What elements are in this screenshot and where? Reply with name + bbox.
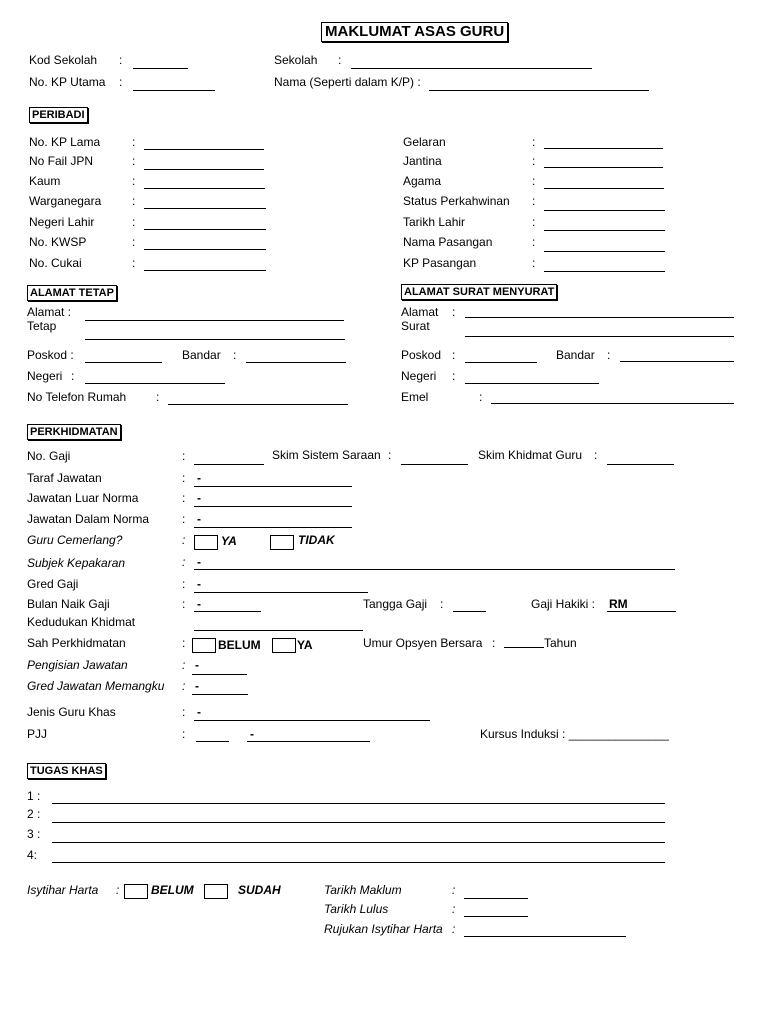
colon: : — [607, 348, 611, 362]
colon: : — [594, 448, 598, 462]
colon: : — [532, 256, 536, 270]
colon: : — [532, 174, 536, 188]
dash: - — [250, 727, 254, 741]
kp-utama-label: No. KP Utama — [29, 75, 106, 89]
colon: : — [182, 471, 186, 485]
colon: : — [233, 348, 237, 362]
alamat-label: Surat — [401, 319, 430, 333]
harta-sudah-label: SUDAH — [238, 883, 281, 897]
kp-utama-field[interactable] — [133, 90, 215, 91]
tarikh-lahir-field[interactable] — [544, 230, 665, 231]
field-label: No. KWSP — [29, 235, 87, 249]
field-label: KP Pasangan — [403, 256, 477, 270]
umur-opsyen-label: Umur Opsyen Bersara — [363, 636, 483, 650]
kp-pasangan-field[interactable] — [544, 271, 665, 272]
dash: - — [197, 577, 201, 591]
colon: : — [182, 597, 186, 611]
colon: : — [132, 154, 136, 168]
colon: : — [182, 658, 186, 672]
no-gaji-field[interactable] — [194, 464, 264, 465]
pjj-field-1[interactable] — [196, 741, 229, 742]
skim-saraan-field[interactable] — [401, 464, 468, 465]
kursus-induksi-label: Kursus Induksi : _______________ — [480, 727, 669, 741]
tarikh-lulus-label: Tarikh Lulus — [324, 902, 389, 916]
bulan-naik-field[interactable] — [194, 611, 261, 612]
alamat-label: Alamat : — [27, 305, 72, 319]
negeri-surat-field[interactable] — [465, 383, 599, 384]
gelaran-field[interactable] — [544, 148, 663, 149]
colon: : — [182, 491, 186, 505]
dash: - — [197, 705, 201, 719]
poskod-tetap-field[interactable] — [85, 362, 162, 363]
colon: : — [182, 449, 186, 463]
jenis-guru-field[interactable] — [194, 720, 430, 721]
taraf-label: Taraf Jawatan — [27, 471, 102, 485]
colon: : — [479, 390, 483, 404]
luar-norma-field[interactable] — [194, 506, 352, 507]
field-label: Warganegara — [29, 194, 102, 208]
colon: : — [182, 705, 186, 719]
harta-belum-checkbox[interactable] — [124, 884, 148, 899]
negeri-lahir-field[interactable] — [144, 229, 266, 230]
kedudukan-field[interactable] — [194, 630, 363, 631]
sekolah-field[interactable] — [351, 68, 592, 69]
tangga-gaji-field[interactable] — [453, 611, 486, 612]
rujukan-label: Rujukan Isytihar Harta — [324, 922, 443, 936]
gaji-hakiki-field[interactable] — [607, 611, 676, 612]
warganegara-field[interactable] — [144, 208, 266, 209]
poskod-label: Poskod : — [27, 348, 74, 362]
luar-norma-label: Jawatan Luar Norma — [27, 491, 139, 505]
kod-sekolah-label: Kod Sekolah — [29, 53, 98, 67]
colon: : — [182, 533, 186, 547]
dash: - — [197, 555, 201, 569]
colon: : — [532, 235, 536, 249]
colon: : — [388, 448, 392, 462]
colon: : — [132, 135, 136, 149]
dash: - — [197, 512, 201, 526]
peribadi-header: PERIBADI — [29, 107, 88, 123]
gred-gaji-field[interactable] — [194, 592, 368, 593]
perkhidmatan-header: PERKHIDMATAN — [27, 424, 121, 440]
agama-field[interactable] — [544, 188, 664, 189]
skim-khidmat-label: Skim Khidmat Guru — [478, 448, 583, 462]
status-perkahwinan-field[interactable] — [544, 210, 665, 211]
alamat-label: Alamat — [401, 305, 439, 319]
dalam-norma-field[interactable] — [194, 527, 352, 528]
tugas-line-1[interactable] — [52, 803, 665, 804]
colon: : — [119, 53, 123, 67]
harta-belum-label: BELUM — [151, 883, 194, 897]
negeri-tetap-field[interactable] — [85, 383, 225, 384]
field-label: No Fail JPN — [29, 154, 94, 168]
field-label: Agama — [403, 174, 442, 188]
dalam-norma-label: Jawatan Dalam Norma — [27, 512, 150, 526]
belum-checkbox[interactable] — [192, 638, 216, 653]
colon: : — [132, 235, 136, 249]
telefon-label: No Telefon Rumah — [27, 390, 127, 404]
gaji-hakiki-label: Gaji Hakiki : — [531, 597, 596, 611]
subjek-label: Subjek Kepakaran — [27, 556, 126, 570]
belum-label: BELUM — [218, 638, 261, 652]
jenis-guru-label: Jenis Guru Khas — [27, 705, 116, 719]
colon: : — [452, 348, 456, 362]
colon: : — [116, 883, 120, 897]
gred-memangku-label: Gred Jawatan Memangku — [27, 679, 165, 693]
colon: : — [492, 636, 496, 650]
dash: - — [195, 658, 199, 672]
sah-ya-label: YA — [297, 638, 313, 652]
nama-pasangan-field[interactable] — [544, 251, 665, 252]
tugas-row-label: 3 : — [27, 827, 41, 841]
isytihar-harta-label: Isytihar Harta — [27, 883, 99, 897]
colon: : — [182, 636, 186, 650]
tarikh-maklum-label: Tarikh Maklum — [324, 883, 402, 897]
kaum-field[interactable] — [144, 188, 265, 189]
field-label: Status Perkahwinan — [403, 194, 510, 208]
colon: : — [182, 679, 186, 693]
alamat-surat-header: ALAMAT SURAT MENYURAT — [401, 284, 557, 300]
telefon-field[interactable] — [168, 404, 348, 405]
taraf-field[interactable] — [194, 486, 352, 487]
tugas-line-3[interactable] — [52, 842, 665, 843]
ya-label: YA — [221, 534, 237, 548]
pjj-label: PJJ — [27, 727, 48, 741]
colon: : — [532, 194, 536, 208]
bandar-surat-field[interactable] — [620, 361, 734, 362]
tugas-row-label: 1 : — [27, 789, 41, 803]
emel-label: Emel — [401, 390, 429, 404]
colon: : — [532, 135, 536, 149]
bandar-label: Bandar — [556, 348, 595, 362]
negeri-label: Negeri — [27, 369, 63, 383]
sah-ya-checkbox[interactable] — [272, 638, 296, 653]
field-label: Negeri Lahir — [29, 215, 95, 229]
alamat-tetap-line-1[interactable] — [85, 320, 344, 321]
gred-memangku-field[interactable] — [192, 694, 248, 695]
rm-label: RM — [609, 597, 628, 611]
colon: : — [440, 597, 444, 611]
nama-field[interactable] — [429, 90, 649, 91]
dash: - — [197, 597, 201, 611]
pjj-field-2[interactable] — [247, 741, 370, 742]
cukai-field[interactable] — [144, 270, 266, 271]
colon: : — [452, 369, 456, 383]
harta-sudah-checkbox[interactable] — [204, 884, 228, 899]
colon: : — [132, 174, 136, 188]
tugas-row-label: 4: — [27, 848, 38, 862]
rujukan-field[interactable] — [464, 936, 626, 937]
tangga-gaji-label: Tangga Gaji — [363, 597, 428, 611]
no-gaji-label: No. Gaji — [27, 449, 71, 463]
tugas-khas-header: TUGAS KHAS — [27, 763, 106, 779]
pengisian-label: Pengisian Jawatan — [27, 658, 128, 672]
skim-saraan-label: Skim Sistem Saraan — [272, 448, 381, 462]
nama-label: Nama (Seperti dalam K/P) : — [274, 75, 421, 89]
jantina-field[interactable] — [544, 167, 663, 168]
alamat-tetap-line-2[interactable] — [85, 339, 345, 340]
tahun-label: Tahun — [544, 636, 577, 650]
negeri-label: Negeri — [401, 369, 437, 383]
fail-jpn-field[interactable] — [144, 169, 264, 170]
tugas-line-2[interactable] — [52, 822, 665, 823]
colon: : — [182, 577, 186, 591]
bandar-label: Bandar — [182, 348, 221, 362]
field-label: Gelaran — [403, 135, 446, 149]
tugas-line-4[interactable] — [52, 862, 665, 863]
colon: : — [182, 512, 186, 526]
colon: : — [156, 390, 160, 404]
colon: : — [452, 305, 456, 319]
colon: : — [532, 154, 536, 168]
poskod-label: Poskod — [401, 348, 442, 362]
colon: : — [452, 922, 456, 936]
subjek-field[interactable] — [194, 569, 675, 570]
colon: : — [452, 883, 456, 897]
dash: - — [197, 471, 201, 485]
sekolah-label: Sekolah — [274, 53, 318, 67]
colon: : — [132, 215, 136, 229]
dash: - — [197, 491, 201, 505]
umur-opsyen-field[interactable] — [504, 647, 544, 648]
colon: : — [132, 256, 136, 270]
colon: : — [182, 555, 186, 569]
colon: : — [71, 369, 75, 383]
colon: : — [532, 215, 536, 229]
alamat-surat-line-1[interactable] — [465, 317, 734, 318]
kedudukan-label: Kedudukan Khidmat — [27, 615, 136, 629]
cemerlang-label: Guru Cemerlang? — [27, 533, 123, 547]
tidak-checkbox[interactable] — [270, 535, 294, 550]
colon: : — [452, 902, 456, 916]
field-label: No. Cukai — [29, 256, 82, 270]
kod-sekolah-field[interactable] — [133, 68, 188, 69]
colon: : — [132, 194, 136, 208]
bulan-naik-label: Bulan Naik Gaji — [27, 597, 110, 611]
colon: : — [119, 75, 123, 89]
kp-lama-field[interactable] — [144, 149, 264, 150]
page-title: MAKLUMAT ASAS GURU — [321, 22, 508, 42]
alamat-label: Tetap — [27, 319, 57, 333]
alamat-surat-line-2[interactable] — [465, 336, 734, 337]
field-label: No. KP Lama — [29, 135, 101, 149]
alamat-tetap-header: ALAMAT TETAP — [27, 285, 117, 301]
skim-khidmat-field[interactable] — [607, 464, 674, 465]
poskod-surat-field[interactable] — [465, 362, 537, 363]
field-label: Tarikh Lahir — [403, 215, 466, 229]
field-label: Jantina — [403, 154, 442, 168]
sah-label: Sah Perkhidmatan — [27, 636, 126, 650]
tarikh-lulus-field[interactable] — [464, 916, 528, 917]
dash: - — [195, 679, 199, 693]
gred-gaji-label: Gred Gaji — [27, 577, 79, 591]
field-label: Kaum — [29, 174, 61, 188]
tarikh-maklum-field[interactable] — [464, 898, 528, 899]
tidak-label: TIDAK — [298, 533, 335, 547]
bandar-tetap-field[interactable] — [246, 362, 346, 363]
kwsp-field[interactable] — [144, 249, 266, 250]
field-label: Nama Pasangan — [403, 235, 493, 249]
colon: : — [338, 53, 342, 67]
colon: : — [182, 727, 186, 741]
emel-field[interactable] — [491, 403, 734, 404]
tugas-row-label: 2 : — [27, 807, 41, 821]
ya-checkbox[interactable] — [194, 535, 218, 550]
pengisian-field[interactable] — [192, 674, 247, 675]
